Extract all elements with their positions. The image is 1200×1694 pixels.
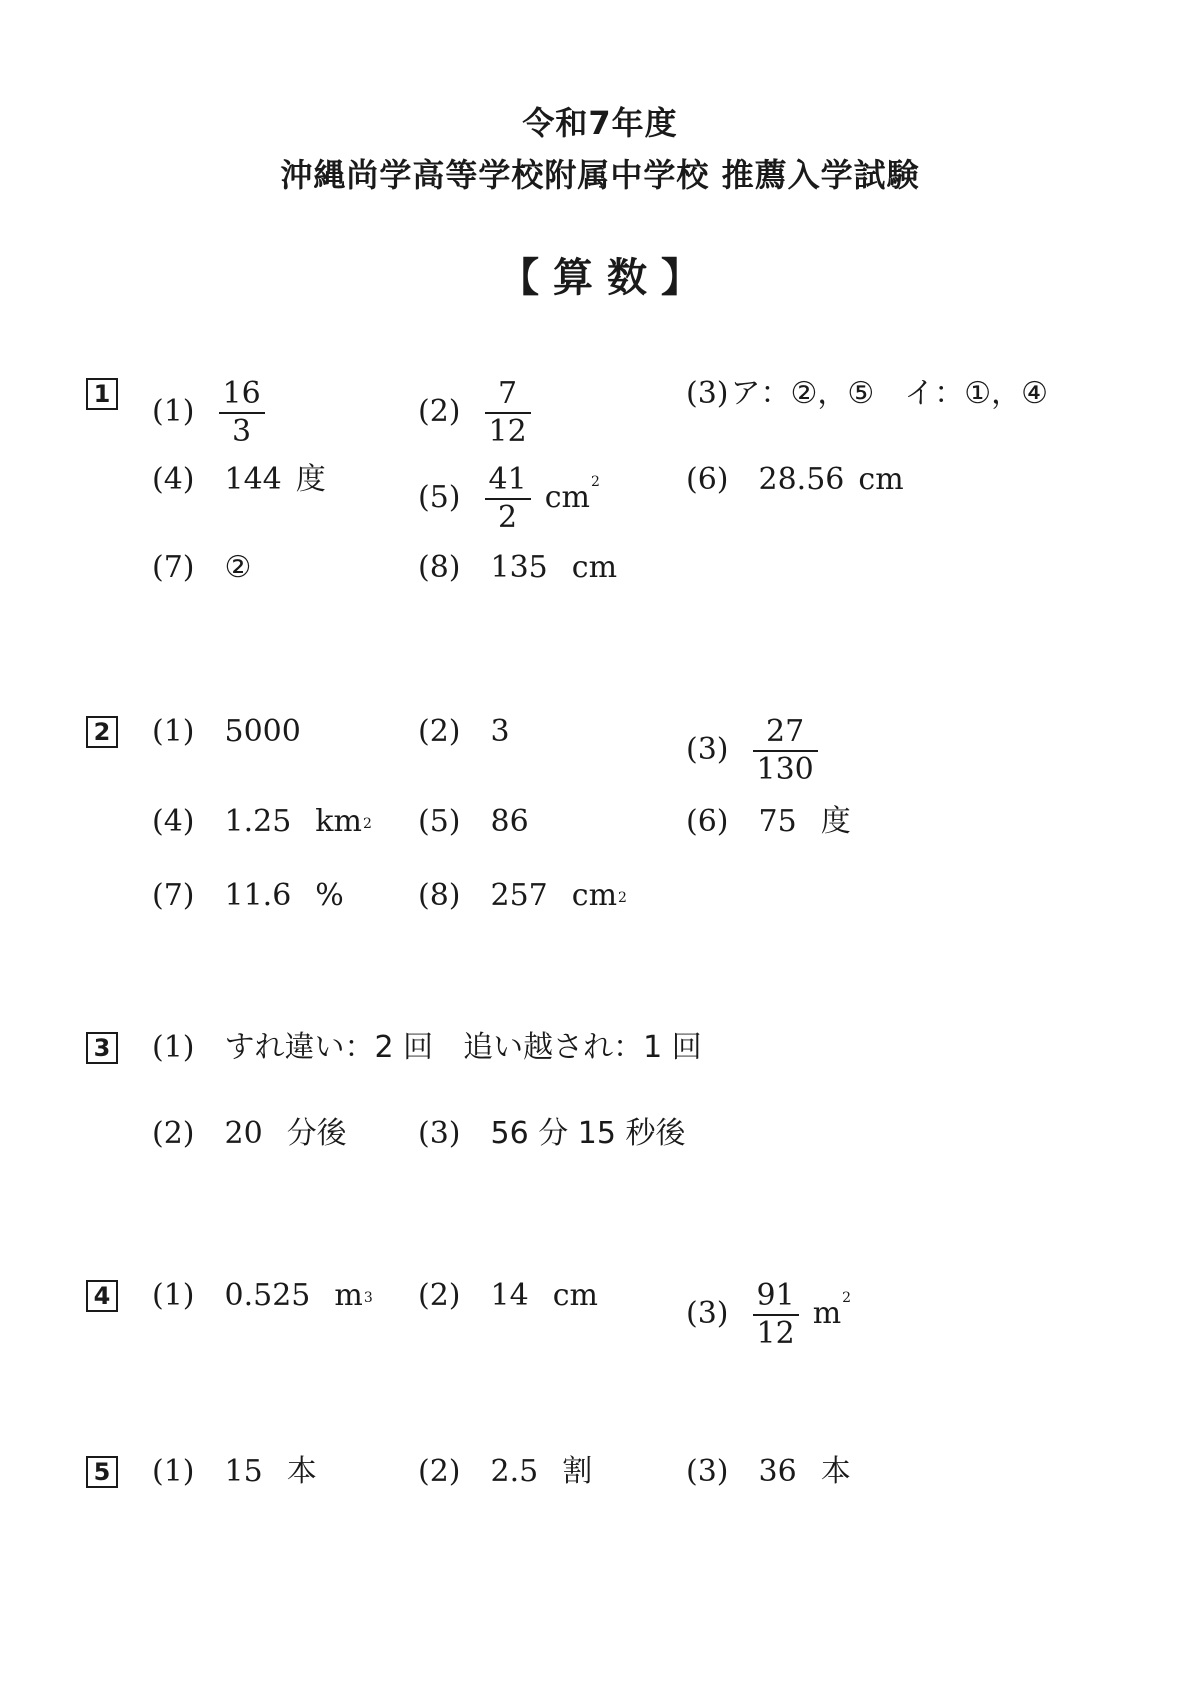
answer-label: (4): [152, 462, 195, 497]
fraction-denominator: 3: [232, 414, 252, 449]
answer-unit: km: [315, 804, 362, 839]
question-number-3: 3: [86, 1032, 118, 1064]
answer-label: (6): [686, 462, 729, 497]
answer-unit: cm: [858, 462, 904, 497]
answer-label: (2): [152, 1116, 195, 1151]
fraction: [753, 714, 818, 788]
answer-label: (3): [686, 376, 729, 411]
fraction: [485, 462, 531, 536]
fraction: [485, 376, 531, 450]
answer-unit: 本: [820, 1454, 851, 1489]
answer-label: (2): [418, 1278, 461, 1313]
answer-value: 36: [758, 1454, 797, 1489]
answer-3-3: [418, 1116, 685, 1152]
unit-exponent: 2: [362, 816, 372, 832]
answer-1-8: [418, 550, 617, 586]
question-number-1: 1: [86, 378, 118, 410]
answer-2-1: [152, 714, 301, 750]
answer-value: 2.5: [490, 1454, 539, 1489]
answer-label: (8): [418, 878, 461, 913]
answer-label: (7): [152, 878, 195, 913]
fraction-numerator: 27: [753, 714, 818, 752]
answer-value: 20: [224, 1116, 263, 1151]
answer-unit: 度: [820, 804, 851, 839]
fraction: [219, 376, 265, 450]
answer-label: (2): [418, 714, 461, 749]
answer-value: 28.56: [758, 462, 845, 497]
answer-3-2: [152, 1116, 347, 1152]
answer-unit: cm: [571, 878, 618, 913]
answer-2-8: [418, 878, 627, 914]
answer-2-5: [418, 804, 529, 840]
fraction-denominator: 130: [756, 752, 814, 787]
answer-label: (3): [418, 1116, 461, 1151]
exam-year-title: 令和7年度: [522, 104, 678, 142]
answer-1-1: [152, 376, 265, 450]
answer-label: (1): [152, 1454, 195, 1489]
answer-value: 5000: [224, 714, 301, 749]
answer-label: (2): [418, 1454, 461, 1489]
unit-exponent: 2: [590, 474, 600, 490]
answer-value: ②: [224, 550, 252, 585]
answer-4-3: [686, 1278, 851, 1352]
answer-value: 15: [224, 1454, 263, 1489]
answer-unit: %: [315, 878, 344, 913]
question-number-4: 4: [86, 1280, 118, 1312]
fraction: [753, 1278, 799, 1352]
answer-value: 144: [224, 462, 282, 497]
answer-label: (4): [152, 804, 195, 839]
answer-value: 1.25: [224, 804, 292, 839]
answer-3-1: [152, 1030, 702, 1066]
answer-value: 11.6: [224, 878, 292, 913]
question-number-2: 2: [86, 716, 118, 748]
fraction-denominator: 2: [498, 500, 518, 535]
answer-label: (1): [152, 1278, 195, 1313]
answer-value: 3: [490, 714, 510, 749]
answer-unit: m: [812, 1296, 842, 1331]
answer-1-3: [686, 376, 1048, 412]
answer-4-2: [418, 1278, 598, 1314]
answer-2-4: [152, 804, 372, 840]
answer-label: (7): [152, 550, 195, 585]
answer-label: (3): [686, 732, 729, 767]
fraction-numerator: 91: [753, 1278, 799, 1316]
answer-5-3: [686, 1454, 851, 1490]
answer-1-2: [418, 376, 531, 450]
answer-unit: cm: [552, 1278, 598, 1313]
answer-2-6: [686, 804, 851, 840]
answer-4-1: [152, 1278, 373, 1314]
answer-label: (5): [418, 480, 461, 515]
answer-label: (5): [418, 804, 461, 839]
answer-2-2: [418, 714, 510, 750]
answer-label: (2): [418, 394, 461, 429]
answer-unit: 分後: [286, 1116, 347, 1151]
answer-unit: 割: [562, 1454, 593, 1489]
answer-2-7: [152, 878, 344, 914]
fraction-numerator: 7: [485, 376, 531, 414]
answer-unit: m: [334, 1278, 363, 1313]
answer-unit: cm: [571, 550, 618, 585]
unit-exponent: 2: [842, 1290, 852, 1306]
unit-exponent: 2: [618, 890, 627, 906]
answer-label: (8): [418, 550, 461, 585]
answer-label: (3): [686, 1296, 729, 1331]
answer-value: 0.525: [224, 1278, 311, 1313]
answer-value: すれ違い：2 回 追い越され：1 回: [224, 1030, 702, 1065]
answer-value: 257: [490, 878, 548, 913]
answer-1-4: [152, 462, 326, 498]
answer-unit: 度: [295, 462, 326, 497]
question-number-5: 5: [86, 1456, 118, 1488]
exam-school-title: 沖縄尚学高等学校附属中学校 推薦入学試験: [280, 156, 920, 194]
fraction-denominator: 12: [488, 414, 527, 449]
answer-5-1: [152, 1454, 317, 1490]
answer-value: 75: [758, 804, 797, 839]
answer-1-7: [152, 550, 251, 586]
fraction-denominator: 12: [756, 1316, 795, 1351]
answer-2-3: [686, 714, 818, 788]
answer-value: 56 分 15 秒後: [490, 1116, 686, 1151]
subject-heading: 【 算 数 】: [499, 255, 701, 301]
answer-label: (1): [152, 714, 195, 749]
answer-value: 14: [490, 1278, 529, 1313]
answer-5-2: [418, 1454, 592, 1490]
answer-label: (6): [686, 804, 729, 839]
answer-1-6: [686, 462, 904, 498]
answer-unit: cm: [544, 480, 590, 515]
answer-1-5: [418, 462, 600, 536]
unit-exponent: 3: [363, 1290, 373, 1306]
answer-value: 86: [490, 804, 529, 839]
answer-value: ア：②，⑤ イ：①，④: [730, 376, 1049, 411]
fraction-numerator: 41: [485, 462, 531, 500]
answer-label: (1): [152, 394, 195, 429]
fraction-numerator: 16: [219, 376, 265, 414]
answer-label: (3): [686, 1454, 729, 1489]
answer-value: 135: [490, 550, 548, 585]
answer-unit: 本: [286, 1454, 317, 1489]
answer-label: (1): [152, 1030, 195, 1065]
